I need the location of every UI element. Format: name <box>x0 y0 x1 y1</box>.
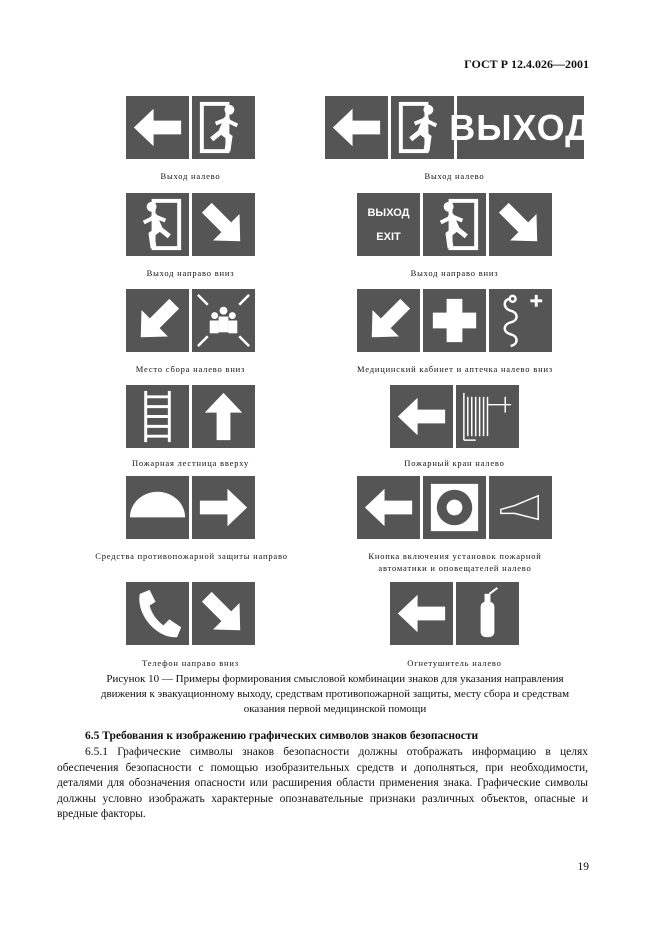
phone-icon <box>126 582 189 645</box>
fire-ladder-icon <box>126 385 189 448</box>
alarm-horn-icon <box>489 476 552 539</box>
arrow-down-right-sign <box>192 582 255 645</box>
caption-exit-left: Выход налево <box>160 171 221 181</box>
arrow-down-left-sign <box>126 289 189 352</box>
caption-fire-protection: Средства противопожарной защиты направо <box>95 551 288 561</box>
document-header: ГОСТ Р 12.4.026—2001 <box>464 57 589 71</box>
arrow-down-right-sign <box>489 193 552 256</box>
first-aid-cross-icon <box>423 289 486 352</box>
fire-alarm-button-icon <box>423 476 486 539</box>
section-heading: 6.5 Требования к изображению графических символов знаков безопасности <box>85 730 479 742</box>
caption-fire-hydrant: Пожарный кран налево <box>404 458 505 468</box>
fire-hose-icon <box>456 385 519 448</box>
arrow-left-sign <box>325 96 388 159</box>
medical-snake-icon <box>489 289 552 352</box>
exit-running-man-icon <box>391 96 454 159</box>
arrow-left-sign <box>126 96 189 159</box>
assembly-point-icon <box>192 289 255 352</box>
fire-protection-dome-icon <box>126 476 189 539</box>
exit-running-man-icon <box>192 96 255 159</box>
caption-exit-right-down: Выход направо вниз <box>146 268 235 278</box>
fire-extinguisher-icon <box>456 582 519 645</box>
figure-caption-line: оказания первой медицинской помощи <box>243 703 427 715</box>
arrow-down-left-sign <box>357 289 420 352</box>
caption-alarm-line2: автоматики и оповещателей налево <box>378 563 532 573</box>
exit-word-text: ВЫХОД <box>449 106 592 148</box>
exit-running-man-icon <box>423 193 486 256</box>
caption-exit-left-2: Выход налево <box>424 171 485 181</box>
figure-caption <box>70 672 600 717</box>
exit-en-text: EXIT <box>376 230 401 243</box>
figure-caption-line: Рисунок 10 — Примеры формирования смысловой комбинации знаков для указания направления <box>106 673 564 685</box>
arrow-left-sign <box>357 476 420 539</box>
arrow-down-right-sign <box>192 193 255 256</box>
caption-assembly-point: Место сбора налево вниз <box>135 364 246 374</box>
page-number: 19 <box>577 861 589 873</box>
arrow-up-sign <box>192 385 255 448</box>
arrow-left-sign <box>390 385 453 448</box>
caption-phone: Телефон направо вниз <box>142 658 239 668</box>
figure-caption-line: движения к эвакуационному выходу, средствам противопожарной защиты, месту сбора и средствам <box>100 688 570 700</box>
exit-running-man-icon <box>126 193 189 256</box>
exit-ru-text: ВЫХОД <box>367 206 410 219</box>
section-paragraph: 6.5.1 Графические символы знаков безопасности должны отображать информацию в целях обеспечения безопасности с помощью изобразительных средств и дополняться, при необходимости, деталями для обозначения опасности или расширения области применения знака. Графические символы должны условно изображать характерные опознавательные признаки различных объектов, опасные и вредные факторы. <box>57 746 588 820</box>
caption-extinguisher: Огнетушитель налево <box>407 658 502 668</box>
arrow-right-sign <box>192 476 255 539</box>
exit-bilingual-sign <box>357 193 420 256</box>
arrow-left-sign <box>390 582 453 645</box>
caption-alarm-line1: Кнопка включения установок пожарной <box>368 551 542 561</box>
caption-fire-ladder: Пожарная лестница вверху <box>131 458 250 468</box>
caption-medical: Медицинский кабинет и аптечка налево вниз <box>357 364 553 374</box>
exit-word-sign <box>449 96 592 159</box>
caption-exit-right-down-2: Выход направо вниз <box>410 268 499 278</box>
